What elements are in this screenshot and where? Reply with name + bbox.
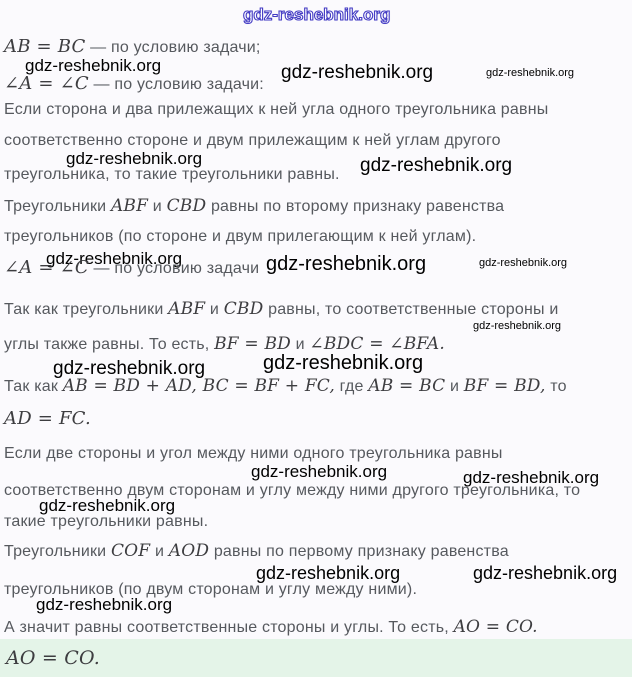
math-expression: AO = CO. <box>453 617 538 637</box>
watermark-text: gdz-reshebnik.org <box>266 253 427 275</box>
paragraph-line: Если две стороны и угол между ними одного треугольника равны <box>4 445 503 462</box>
watermark-text: gdz-reshebnik.org <box>463 468 600 487</box>
watermark-text: gdz-reshebnik.org <box>251 462 388 481</box>
watermark-text: gdz-reshebnik.org <box>473 563 618 583</box>
paragraph-line <box>4 299 559 319</box>
math-expression: CBD <box>223 299 264 319</box>
text-segment: А значит равны соответственные стороны и углы. То есть, <box>4 619 454 636</box>
watermark-text: gdz-reshebnik.org <box>486 67 575 79</box>
text-segment: то <box>545 378 567 395</box>
math-expression: CBD <box>166 196 207 216</box>
watermark-text: gdz-reshebnik.org <box>66 149 203 168</box>
paragraph-line <box>4 376 567 396</box>
text-segment: и <box>445 378 464 395</box>
statement-text: — по условию задачи <box>88 260 260 277</box>
text-segment: равны по первому признаку равенства <box>209 543 509 560</box>
watermark-text: gdz-reshebnik.org <box>473 320 562 332</box>
math-expression: ∠A = ∠C <box>4 257 89 278</box>
text-segment: равны по второму признаку равенства <box>206 198 505 215</box>
text-segment: углы также равны. То есть, <box>4 336 215 353</box>
watermark-text: gdz-reshebnik.org <box>46 249 183 268</box>
math-expression: ABF <box>168 299 206 319</box>
text-segment: Так как треугольники <box>4 301 169 318</box>
text-segment: и <box>205 301 224 318</box>
statement-line <box>4 408 91 429</box>
watermark-text: gdz-reshebnik.org <box>25 56 162 75</box>
paragraph-line <box>4 196 504 216</box>
statement-text: — по условию задачи: <box>88 76 264 93</box>
paragraph-line: соответственно двум сторонам и углу между ними другого треугольника, то <box>4 482 581 499</box>
text-segment: и <box>290 336 310 353</box>
paragraph-line: треугольника, то такие треугольники равны. <box>4 166 340 183</box>
paragraph-line: соответственно стороне и двум прилежащим к ней углам другого <box>4 132 501 149</box>
watermark-text: gdz-reshebnik.org <box>53 358 206 379</box>
math-expression: ∠BDC = ∠BFA. <box>309 334 445 354</box>
watermark-text: gdz-reshebnik.org <box>263 352 424 374</box>
watermark-text: gdz-reshebnik.org <box>39 496 176 515</box>
text-segment: Так как <box>4 378 63 395</box>
statement-line <box>4 73 264 94</box>
answer-box <box>0 639 632 677</box>
math-expression: AB = BC <box>368 376 446 396</box>
math-expression: ∠A = ∠C <box>4 73 89 94</box>
math-expression: AB = BD + AD, BC = BF + FC, <box>62 376 336 396</box>
math-expression: BF = BD, <box>463 376 546 396</box>
watermark-text: gdz-reshebnik.org <box>36 595 173 614</box>
answer-math: AO = CO. <box>6 647 100 669</box>
math-expression: BF = BD <box>214 334 291 354</box>
watermark-text: gdz-reshebnik.org <box>479 257 568 269</box>
math-expression: AB = BC <box>4 36 86 57</box>
text-segment: Треугольники <box>4 198 111 215</box>
math-expression: AD = FC. <box>4 408 91 429</box>
text-segment: и <box>148 198 167 215</box>
paragraph-line <box>4 541 509 561</box>
text-segment: где <box>335 378 369 395</box>
watermark-text: gdz-reshebnik.org <box>360 155 513 176</box>
text-segment: Треугольники <box>4 543 111 560</box>
paragraph-line <box>4 334 445 354</box>
paragraph-line: треугольников (по стороне и двум прилегающим к ней углам). <box>4 228 477 245</box>
statement-text: — по условию задачи; <box>85 39 261 56</box>
statement-line <box>4 257 259 278</box>
text-segment: и <box>150 543 169 560</box>
text-segment: равны, то соответственные стороны и <box>263 301 559 318</box>
watermark-logo: gdz-reshebnik.org <box>243 5 391 24</box>
watermark-text: gdz-reshebnik.org <box>281 62 434 83</box>
paragraph-line: треугольников (по двум сторонам и углу между ними). <box>4 581 418 598</box>
paragraph-line: Если сторона и два прилежащих к ней угла одного треугольника равны <box>4 101 549 118</box>
statement-line <box>4 36 261 57</box>
math-expression: AOD <box>168 541 210 561</box>
conclusion-line <box>4 617 538 637</box>
math-expression: ABF <box>110 196 149 216</box>
math-expression: COF <box>110 541 151 561</box>
paragraph-line: такие треугольники равны. <box>4 513 209 530</box>
watermark-text: gdz-reshebnik.org <box>256 563 401 583</box>
